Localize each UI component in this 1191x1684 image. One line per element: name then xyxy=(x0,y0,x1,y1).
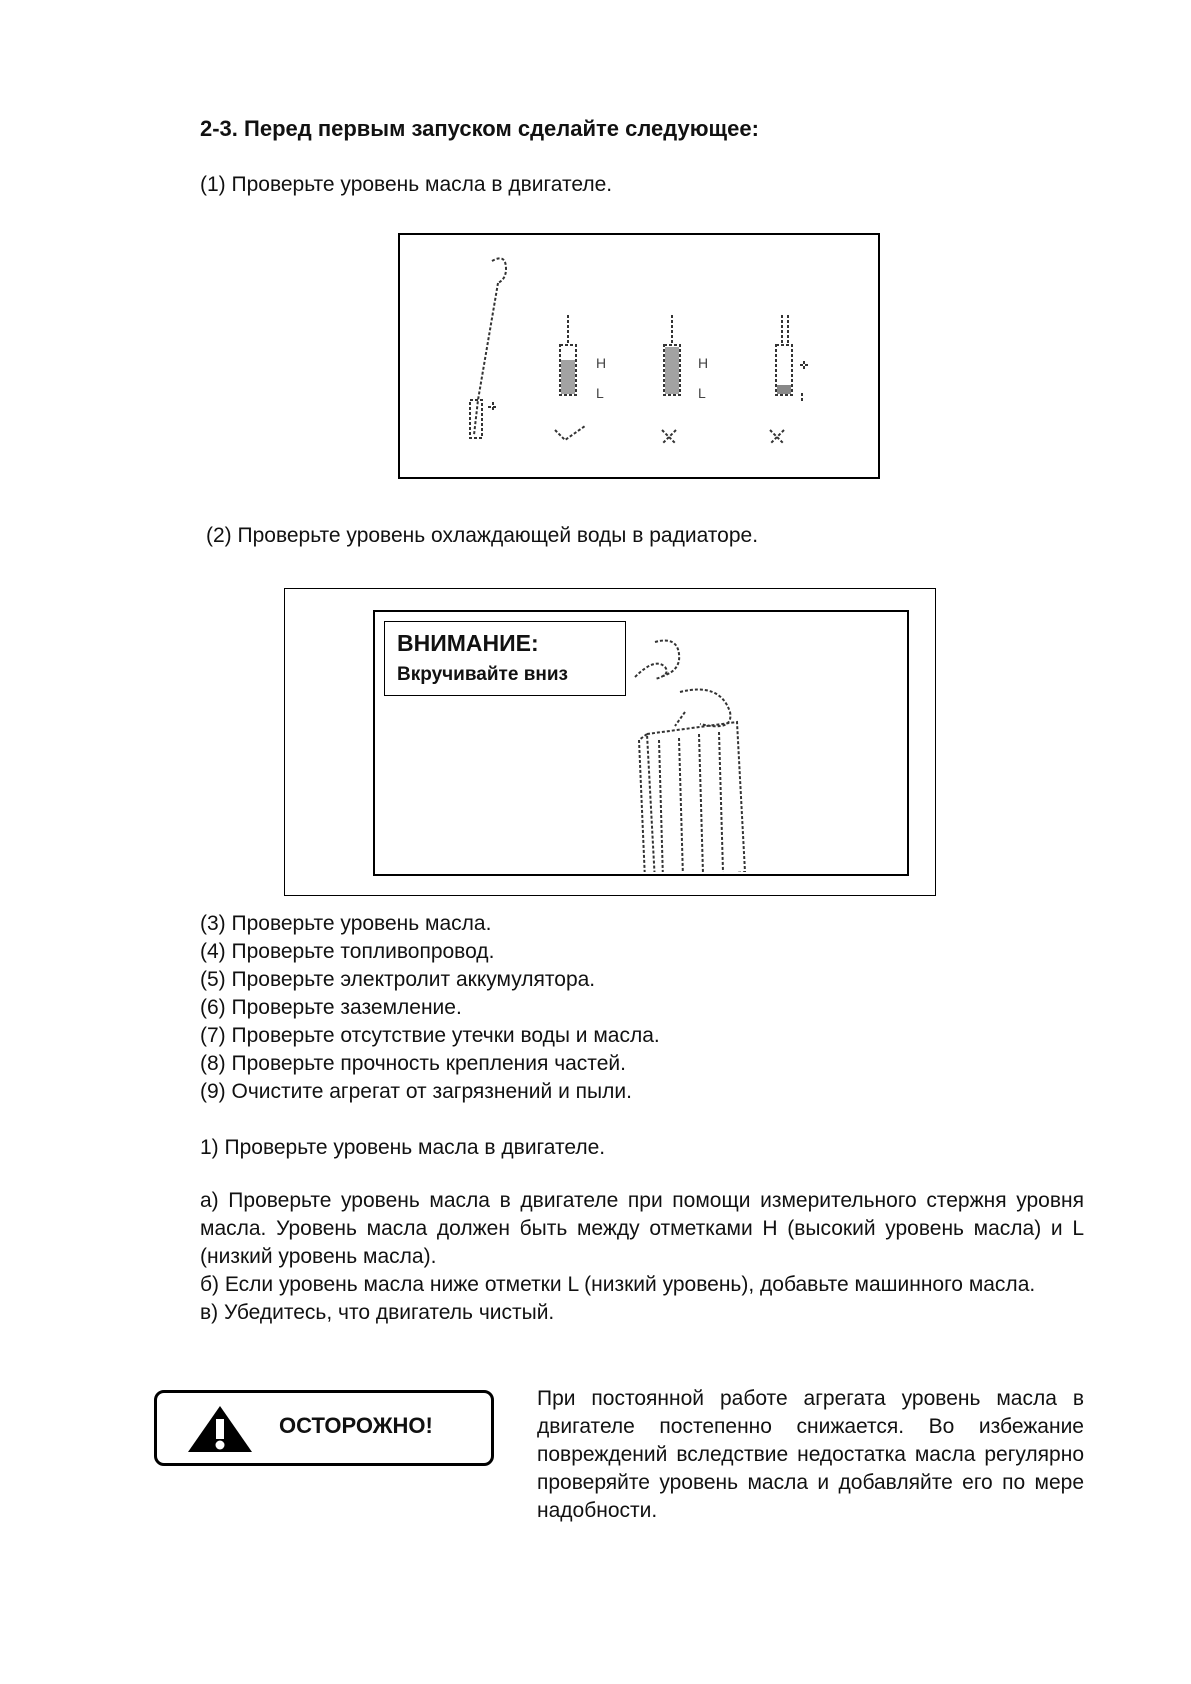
checklist-item: (7) Проверьте отсутствие утечки воды и масла. xyxy=(200,1024,660,1047)
warning-triangle-icon xyxy=(185,1403,255,1455)
radiator-notice-title: ВНИМАНИЕ: xyxy=(397,630,539,656)
checklist-item: (8) Проверьте прочность крепления частей. xyxy=(200,1052,626,1075)
warning-text: При постоянной работе агрегата уровень масла в двигателе постепенно снижается. Во избежание повреждений вследствие недостатка масла регулярно проверяйте уровень масла и добавляйте его по мере надобности. xyxy=(537,1387,1084,1522)
checklist xyxy=(200,910,660,1106)
checklist-item: (6) Проверьте заземление. xyxy=(200,996,462,1019)
radiator-figure xyxy=(284,588,936,896)
oil-section-title: 1) Проверьте уровень масла в двигателе. xyxy=(200,1136,606,1159)
dipstick-mark-l: L xyxy=(596,385,604,401)
dipstick-figure xyxy=(398,233,880,479)
oil-item-c: в) Убедитесь, что двигатель чистый. xyxy=(200,1301,555,1324)
section-heading: 2-3. Перед первым запуском сделайте следующее: xyxy=(200,116,759,141)
dipstick-mark-h-2: H xyxy=(698,355,709,371)
checklist-item: (3) Проверьте уровень масла. xyxy=(200,912,492,935)
dipstick-mark-h: H xyxy=(596,355,607,371)
dipstick-mark-l-2: L xyxy=(698,385,706,401)
radiator-notice-box xyxy=(384,621,626,696)
oil-item-b: б) Если уровень масла ниже отметки L (низкий уровень), добавьте машинного масла. xyxy=(200,1273,1036,1296)
checklist-item: (5) Проверьте электролит аккумулятора. xyxy=(200,968,596,991)
oil-item-a: а) Проверьте уровень масла в двигателе при помощи измерительного стержня уровня масла. Уровень масла должен быть между отметками H (высокий уровень масла) и L (низкий уровень масла). xyxy=(200,1189,1084,1268)
dipstick-illustration xyxy=(400,235,878,477)
warning-label: ОСТОРОЖНО! xyxy=(279,1413,433,1438)
step1-caption: (1) Проверьте уровень масла в двигателе. xyxy=(200,173,613,196)
warning-badge xyxy=(154,1390,494,1466)
checklist-item: (9) Очистите агрегат от загрязнений и пыли. xyxy=(200,1080,632,1103)
oil-section-body xyxy=(200,1187,1084,1327)
step2-caption: (2) Проверьте уровень охлаждающей воды в радиаторе. xyxy=(206,524,759,547)
radiator-illustration xyxy=(625,622,755,872)
radiator-notice-text: Вкручивайте вниз xyxy=(397,664,568,685)
checklist-item: (4) Проверьте топливопровод. xyxy=(200,940,495,963)
radiator-figure-frame xyxy=(373,610,909,876)
